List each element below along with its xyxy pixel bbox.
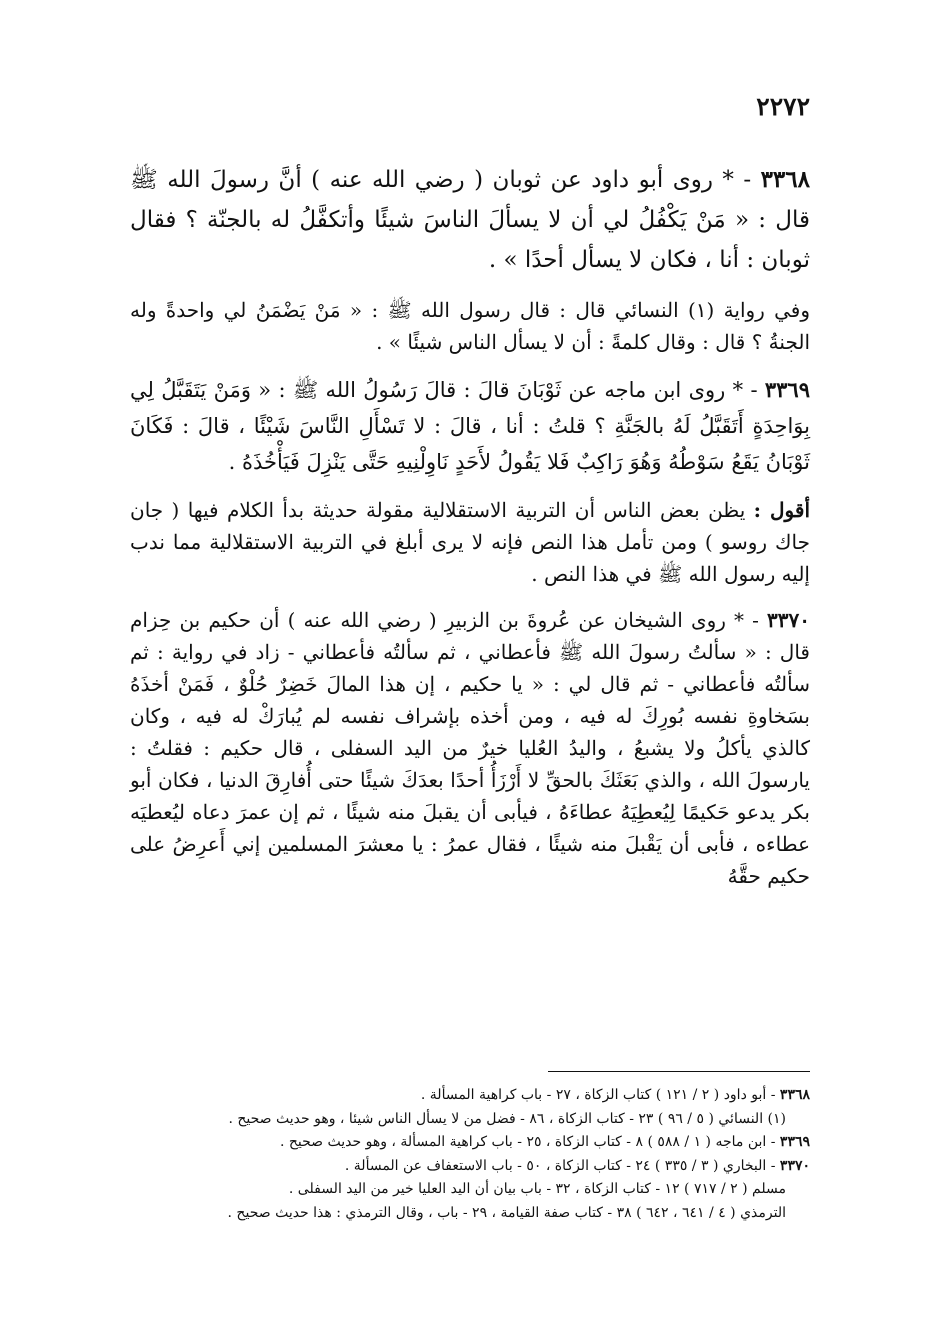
footnote-text: - أبو داود ( ٢ / ١٢١ ) كتاب الزكاة ، ٢٧ - باب كراهية المسألة . bbox=[420, 1087, 776, 1103]
footnote bbox=[130, 1108, 786, 1132]
footnote-text: الترمذي ( ٤ / ٦٤١ ، ٦٤٢ ) ٣٨ - كتاب صفة القيامة ، ٢٩ - باب ، وقال الترمذي : هذا حديث صحيح . bbox=[227, 1204, 786, 1221]
hadith-3369 bbox=[130, 372, 810, 480]
footnote bbox=[130, 1084, 810, 1108]
footnote-divider bbox=[548, 1071, 810, 1072]
footnote-text: - ابن ماجه ( ١ / ٥٨٨ ) ٨ - كتاب الزكاة ، ٢٥ - باب كراهية المسألة ، وهو حديث صحيح . bbox=[279, 1134, 776, 1150]
footnote-number: ٣٣٦٩ bbox=[779, 1134, 810, 1150]
hadith-3370 bbox=[130, 604, 810, 892]
footnotes bbox=[130, 1084, 810, 1225]
narration-text: وفي رواية (١) النسائي قال : قال رسول الله ﷺ : « مَنْ يَضْمَنُ لي واحدةً وله الجنةُ ؟ قال : وقال كلمةً : أن لا يسأل الناس شيئًا » . bbox=[130, 298, 810, 354]
page-number: ٢٢٧٢ bbox=[756, 92, 810, 121]
comment-label: أقول : bbox=[753, 498, 811, 522]
footnote-number: ٣٣٧٠ bbox=[779, 1157, 810, 1174]
footnote bbox=[130, 1202, 786, 1226]
hadith-3368 bbox=[130, 160, 810, 280]
footnote bbox=[130, 1178, 786, 1202]
hadith-number: ٣٣٦٩ bbox=[764, 377, 810, 402]
footnote-text: مسلم ( ٢ / ٧١٧ ) ١٢ - كتاب الزكاة ، ٣٢ - باب بيان أن اليد العليا خير من اليد السفلى . bbox=[288, 1181, 786, 1197]
hadith-number: ٣٣٦٨ bbox=[760, 166, 810, 193]
footnote bbox=[130, 1131, 810, 1155]
hadith-text: - * روى أبو داود عن ثوبان ( رضي الله عنه ) أنَّ رسولَ الله ﷺ قال : « مَنْ يَكْفُلُ لي أن لا يسألَ الناسَ شيئًا وأتكفَّلُ له بالجنّة ؟ فقال ثوبان : أنا ، فكان لا يسأل أحدًا » . bbox=[130, 167, 810, 273]
footnote bbox=[130, 1155, 810, 1179]
main-text bbox=[130, 160, 810, 906]
footnote-text: - البخاري ( ٣ / ٣٣٥ ) ٢٤ - كتاب الزكاة ، ٥٠ - باب الاستعفاف عن المسألة . bbox=[344, 1157, 776, 1174]
hadith-number: ٣٣٧٠ bbox=[767, 608, 810, 632]
nasai-narration bbox=[130, 294, 810, 358]
hadith-text: - * روى ابن ماجه عن ثَوْبَانَ قالَ : قالَ رَسُولُ الله ﷺ : « وَمَنْ يَتَقَبَّلُ لِي بِوَاحِدَةٍ أَتَقَبَّلُ لَهُ بالجَنَّةِ ؟ قلتُ : أنا ، قالَ : لا تَسْأَلِ النَّاسَ شَيْئًا ، قالَ : فَكَانَ ثَوْبَانُ يَقَعُ سَوْطُهُ وَهُوَ رَاكِبٌ فَلا يَقُولُ لأَحَدٍ نَاوِلْنِيهِ حَتَّى يَنْزِلَ فَيَأْخُذَهُ . bbox=[130, 378, 810, 474]
footnote-text: (١) النسائي ( ٥ / ٩٦ ) ٢٣ - كتاب الزكاة ، ٨٦ - فضل من لا يسأل الناس شيئا ، وهو حديث صحيح . bbox=[228, 1110, 786, 1127]
author-comment bbox=[130, 494, 810, 590]
hadith-text: - * روى الشيخان عن عُروةَ بن الزبيرِ ( رضي الله عنه ) أن حكيم بن حِزام قال : « سألتُ رسولَ الله ﷺ فأعطاني ، ثم سألتُه فأعطاني - زاد في رواية : ثم سألتُه فأعطاني - ثم قال لي : « يا حكيم ، إن هذا المالَ خَضِرٌ حُلْوٌ ، فَمَنْ أخذَهُ بسَخاوةِ نفسه بُورِكَ له فيه ، ومن أخذه بإشراف نفسه لم يُبارَكْ له فيه ، وكان كالذي يأكلُ ولا يشبعُ ، واليدُ العُليا خيرٌ من اليد السفلى ، قال حكيم : فقلتُ : يارسولَ الله ، والذي بَعَثَكَ بالحقِّ لا أَرْزَأُ أحدًا بعدَكَ شيئًا حتى أُفارِقَ الدنيا ، فكان أبو بكر يدعو حَكيمًا لِيُعطِيَهُ عطاءَهُ ، فيأبى أن يقبلَ منه شيئًا ، ثم إن عمرَ دعاه ليُعطيَه عطاءه ، فأبى أن يَقْبلَ منه شيئًا ، فقال عمرُ : يا معشرَ المسلمين إني أَعرِضُ على حكيم حقَّهُ bbox=[130, 608, 810, 888]
comment-text: يظن بعض الناس أن التربية الاستقلالية مقولة حديثة بدأ الكلام فيها ( جان جاك روسو ) ومن تأمل هذا النص فإنه لا يرى أبلغ في التربية الاستقلالية مما ندب إليه رسول الله ﷺ في هذا النص . bbox=[130, 498, 810, 586]
footnote-number: ٣٣٦٨ bbox=[779, 1087, 810, 1103]
